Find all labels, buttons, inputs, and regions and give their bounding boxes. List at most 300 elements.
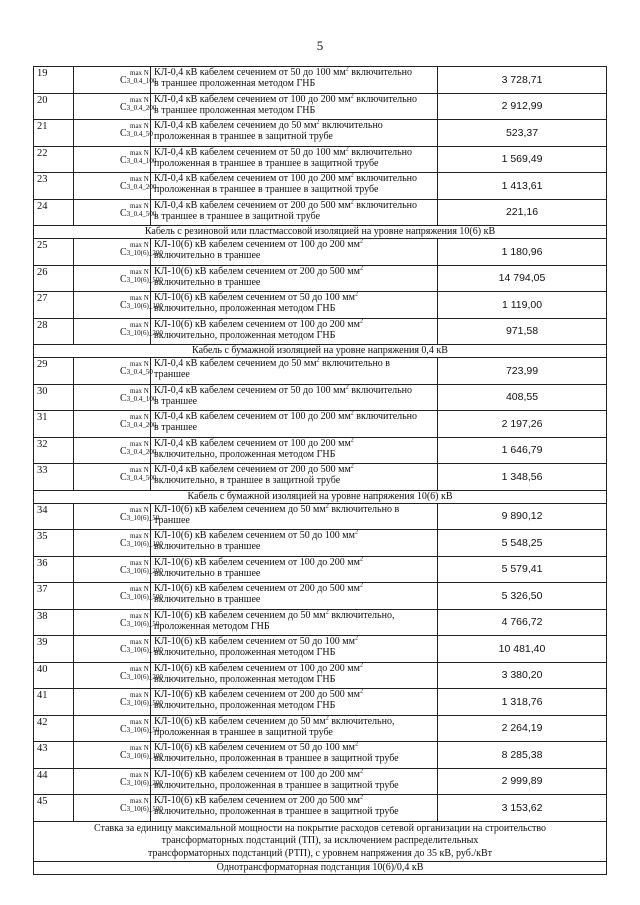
- description-text: КЛ-10(6) кВ кабелем сечением до 50 мм: [154, 715, 326, 727]
- description-text: КЛ-10(6) кВ кабелем сечением от 100 до 200 мм: [154, 318, 360, 330]
- rate-value: 9 890,12: [438, 503, 607, 530]
- table-row: [34, 715, 607, 742]
- tariff-code: [74, 609, 160, 636]
- tariff-code-subscript: 3_0.4_50: [126, 130, 153, 138]
- tariff-code-symbol: C: [120, 803, 127, 814]
- tariff-code: [74, 67, 157, 94]
- description-text-line2: включительно в траншее: [154, 567, 261, 579]
- table-body: [34, 67, 607, 822]
- description-text: КЛ-0,4 кВ кабелем сечением до 50 мм: [154, 120, 317, 131]
- section-header-row: [34, 226, 607, 239]
- description-text-tail: включительно: [319, 120, 383, 131]
- tariff-code-superscript: max N: [130, 585, 149, 593]
- tariff-code-symbol: C: [120, 750, 127, 761]
- rate-value: 1 318,76: [438, 689, 607, 716]
- rate-value: 2 264,19: [438, 715, 607, 742]
- line-description: [151, 411, 438, 438]
- section-header: Кабель с бумажной изоляцией на уровне напряжения 10(6) кВ: [34, 490, 607, 503]
- rate-value: 2 197,26: [438, 411, 607, 438]
- tariff-code-symbol: C: [120, 697, 127, 708]
- tariff-code-symbol: C: [120, 644, 127, 655]
- tariff-code-superscript: max N: [130, 664, 149, 673]
- tariff-code-subscript: 3_10(6)_50: [126, 619, 160, 628]
- tariff-code-subscript: 3_0.4_500: [126, 474, 157, 482]
- row-number: 37: [34, 583, 74, 610]
- row-number: 34: [34, 503, 74, 530]
- line-description: [151, 662, 438, 689]
- line-description: [151, 464, 438, 491]
- description-text-tail: включительно: [353, 173, 418, 184]
- line-description: [151, 689, 438, 716]
- row-number: 44: [34, 768, 74, 795]
- description-superscript: 2: [350, 410, 354, 417]
- tariff-code: [74, 358, 151, 385]
- tariff-code-symbol: C: [120, 326, 127, 338]
- description-superscript: 2: [359, 794, 363, 801]
- description-text-line2: включительно, проложенная методом ГНБ: [154, 700, 336, 711]
- description-text-line2: включительно в траншее: [154, 541, 261, 552]
- tariff-code-subscript: 3_10(6)_200: [126, 672, 163, 681]
- row-number: 29: [34, 358, 74, 385]
- rate-value: 1 569,49: [438, 146, 607, 173]
- description-superscript: 2: [350, 437, 354, 444]
- line-description: [151, 265, 438, 292]
- tariff-code-subscript: 3_0.4_200: [126, 183, 157, 191]
- tariff-code: [74, 318, 163, 345]
- description-text-line2: включительно в траншее: [154, 594, 261, 605]
- tariff-code: [74, 265, 163, 292]
- tariff-code: [74, 292, 163, 319]
- rate-value: 1 180,96: [438, 239, 607, 266]
- rate-value: 2 999,89: [438, 768, 607, 795]
- line-description: [151, 742, 438, 769]
- description-text-line2: проложенная методом ГНБ: [154, 620, 270, 632]
- description-text-line2: включительно, проложенная методом ГНБ: [154, 647, 336, 658]
- line-description: [151, 292, 438, 319]
- rate-value: 3 380,20: [438, 662, 607, 689]
- description-superscript: 2: [354, 291, 358, 298]
- row-number: 35: [34, 530, 74, 557]
- tariff-code-symbol: C: [120, 128, 127, 139]
- description-superscript: 2: [325, 715, 329, 722]
- table-row: [34, 384, 607, 411]
- rate-value: 3 728,71: [438, 67, 607, 94]
- tariff-code-subscript: 3_10(6)_500: [126, 275, 163, 284]
- description-text: КЛ-10(6) кВ кабелем сечением от 100 до 200 мм: [154, 662, 360, 674]
- line-description: [151, 239, 438, 266]
- description-text: КЛ-10(6) кВ кабелем сечением от 200 до 500 мм: [154, 689, 360, 700]
- row-number: 42: [34, 715, 74, 742]
- row-number: 23: [34, 173, 74, 200]
- rate-value: 5 326,50: [438, 583, 607, 610]
- description-text-line2: проложенная в траншее в траншее в защитной трубе: [154, 157, 379, 169]
- description-text: КЛ-0,4 кВ кабелем сечением от 50 до 100 мм: [154, 146, 346, 158]
- line-description: [151, 318, 438, 345]
- tariff-code-subscript: 3_0.4_50: [126, 368, 153, 376]
- tariff-code-subscript: 3_0.4_200: [126, 447, 157, 456]
- rate-value: 10 481,40: [438, 636, 607, 663]
- description-text-line2: включительно, проложенная методом ГНБ: [154, 448, 336, 460]
- row-number: 19: [34, 67, 74, 94]
- description-text-line2: включительно в траншее: [154, 276, 261, 288]
- table-row: [34, 173, 607, 200]
- description-text-tail: включительно: [353, 93, 418, 105]
- row-number: 41: [34, 689, 74, 716]
- description-text: КЛ-10(6) кВ кабелем сечением до 50 мм: [154, 609, 326, 621]
- section-header-row: [34, 490, 607, 503]
- table-row: [34, 583, 607, 610]
- tariff-code: [74, 384, 157, 411]
- tariff-code-symbol: C: [120, 273, 127, 285]
- tariff-code-superscript: max N: [130, 466, 149, 474]
- description-superscript: 2: [350, 93, 354, 100]
- row-number: 27: [34, 292, 74, 319]
- table-row: [34, 265, 607, 292]
- tariff-code-subscript: 3_10(6)_500: [126, 593, 163, 601]
- tariff-code-symbol: C: [120, 670, 127, 682]
- rate-value: 523,37: [438, 120, 607, 147]
- description-text: КЛ-10(6) кВ кабелем сечением от 200 до 500 мм: [154, 795, 360, 806]
- row-number: 36: [34, 556, 74, 583]
- tariff-code-symbol: C: [120, 472, 127, 483]
- table-row: [34, 146, 607, 173]
- description-text: КЛ-10(6) кВ кабелем сечением от 100 до 200 мм: [154, 239, 360, 250]
- tariff-code-subscript: 3_10(6)_200: [126, 566, 163, 575]
- description-superscript: 2: [350, 463, 354, 470]
- tariff-code-superscript: max N: [130, 95, 149, 104]
- description-text: КЛ-10(6) кВ кабелем сечением от 100 до 200 мм: [154, 768, 360, 780]
- table-row: [34, 742, 607, 769]
- tariff-code-superscript: max N: [130, 360, 149, 368]
- row-number: 26: [34, 265, 74, 292]
- description-text-tail: включительно: [348, 67, 413, 78]
- table-row: [34, 358, 607, 385]
- description-text: КЛ-10(6) кВ кабелем сечением от 200 до 500 мм: [154, 583, 360, 594]
- description-text-tail: включительно: [353, 199, 418, 211]
- description-text: КЛ-0,4 кВ кабелем сечением от 100 до 200 мм: [154, 411, 351, 422]
- description-superscript: 2: [325, 503, 329, 510]
- tariff-code-superscript: max N: [130, 122, 149, 130]
- description-superscript: 2: [359, 688, 363, 695]
- row-number: 25: [34, 239, 74, 266]
- line-description: [151, 583, 438, 610]
- tariff-code-superscript: max N: [130, 558, 149, 567]
- description-text-line2: проложенная в траншее в защитной трубе: [154, 726, 333, 738]
- tariff-code-superscript: max N: [130, 717, 149, 726]
- footer-rate-cell: [34, 821, 607, 862]
- line-description: [151, 120, 438, 147]
- tariff-code-symbol: C: [120, 101, 127, 113]
- description-text-line2: включительно, в траншее в защитной трубе: [154, 475, 341, 486]
- footer-section-title: Однотрансформаторная подстанция 10(6)/0,4 кВ: [34, 862, 607, 875]
- tariff-code-symbol: C: [120, 366, 127, 377]
- description-superscript: 2: [359, 265, 363, 272]
- tariff-code-subscript: 3_10(6)_200: [126, 249, 163, 257]
- description-text-line2: траншее: [154, 369, 190, 380]
- rate-value: 14 794,05: [438, 265, 607, 292]
- description-text: КЛ-10(6) кВ кабелем сечением от 50 до 100 мм: [154, 292, 355, 303]
- line-description: [151, 768, 438, 795]
- description-superscript: 2: [345, 66, 349, 73]
- table-row: [34, 609, 607, 636]
- tariff-code-superscript: max N: [130, 532, 149, 540]
- row-number: 31: [34, 411, 74, 438]
- table-row: [34, 199, 607, 226]
- description-text: КЛ-0,4 кВ кабелем сечением от 200 до 500 мм: [154, 199, 351, 211]
- tariff-code: [74, 530, 163, 557]
- description-text-line2: включительно в траншее: [154, 250, 261, 261]
- tariff-code: [74, 583, 163, 610]
- row-number: 39: [34, 636, 74, 663]
- tariff-code-subscript: 3_10(6)_50: [126, 513, 160, 522]
- description-text-line2: в траншее проложенная методом ГНБ: [154, 78, 316, 89]
- footer-section-row: [34, 862, 607, 875]
- line-description: [151, 795, 438, 822]
- rate-value: 4 766,72: [438, 609, 607, 636]
- line-description: [151, 715, 438, 742]
- tariff-code-subscript: 3_0.4_500: [126, 209, 157, 218]
- description-text-line2: в траншее в траншее в защитной трубе: [154, 210, 321, 222]
- footer-rate-line-1: Ставка за единицу максимальной мощности на покрытие расходов сетевой организации на строительство: [93, 822, 547, 834]
- tariff-code-symbol: C: [120, 207, 127, 219]
- tariff-code-superscript: max N: [130, 148, 149, 157]
- tariff-code-subscript: 3_0.4_200: [126, 421, 157, 429]
- section-header: Кабель с бумажной изоляцией на уровне напряжения 0,4 кВ: [34, 345, 607, 358]
- description-text: КЛ-0,4 кВ кабелем сечением до 50 мм: [154, 358, 317, 369]
- rate-value: 5 579,41: [438, 556, 607, 583]
- description-text: КЛ-0,4 кВ кабелем сечением от 200 до 500 мм: [154, 464, 351, 475]
- line-description: [151, 67, 438, 94]
- tariff-code-superscript: max N: [130, 241, 149, 249]
- tariff-code-subscript: 3_10(6)_100: [126, 646, 163, 654]
- description-text: КЛ-0,4 кВ кабелем сечением от 50 до 100 мм: [154, 384, 346, 396]
- line-description: [151, 636, 438, 663]
- description-text-tail: включительно,: [328, 609, 395, 621]
- table-row: [34, 292, 607, 319]
- tariff-code-symbol: C: [120, 75, 127, 86]
- tariff-code-superscript: max N: [130, 320, 149, 329]
- description-superscript: 2: [316, 357, 320, 364]
- tariff-code: [74, 742, 163, 769]
- line-description: [151, 556, 438, 583]
- rate-value: 408,55: [438, 384, 607, 411]
- description-text-tail: включительно в: [328, 503, 400, 515]
- description-text-tail: включительно: [348, 146, 413, 158]
- table-row: [34, 768, 607, 795]
- tariff-code-superscript: max N: [130, 770, 149, 779]
- description-text: КЛ-10(6) кВ кабелем сечением от 50 до 100 мм: [154, 530, 355, 541]
- table-row: [34, 67, 607, 94]
- tariff-code: [74, 239, 163, 266]
- rate-value: 723,99: [438, 358, 607, 385]
- rate-value: 8 285,38: [438, 742, 607, 769]
- footer-rate-row: [34, 821, 607, 862]
- description-text: КЛ-0,4 кВ кабелем сечением от 100 до 200 мм: [154, 173, 351, 184]
- tariff-code-symbol: C: [120, 723, 127, 735]
- tariff-code-superscript: max N: [130, 201, 149, 210]
- row-number: 21: [34, 120, 74, 147]
- description-superscript: 2: [359, 768, 363, 775]
- tariff-code-superscript: max N: [130, 638, 149, 646]
- page-number: 5: [316, 38, 324, 53]
- footer-rate-line-3: трансформаторных подстанций (РТП), с уровнем напряжения до 35 кВ, руб./кВт: [147, 847, 493, 859]
- rate-value: 971,58: [438, 318, 607, 345]
- tariff-code-superscript: max N: [130, 744, 149, 752]
- table-row: [34, 239, 607, 266]
- table-row: [34, 503, 607, 530]
- description-superscript: 2: [359, 582, 363, 589]
- table-row: [34, 437, 607, 464]
- description-superscript: 2: [359, 318, 363, 325]
- row-number: 40: [34, 662, 74, 689]
- line-description: [151, 384, 438, 411]
- line-description: [151, 437, 438, 464]
- tariff-code-superscript: max N: [130, 439, 149, 448]
- tariff-code-symbol: C: [120, 154, 127, 166]
- tariff-code-subscript: 3_10(6)_100: [126, 540, 163, 548]
- description-text-line2: включительно, проложенная в траншее в защитной трубе: [154, 779, 399, 791]
- row-number: 20: [34, 93, 74, 120]
- description-text: КЛ-0,4 кВ кабелем сечением от 100 до 200 мм: [154, 437, 351, 449]
- table-row: [34, 689, 607, 716]
- tariff-code-symbol: C: [120, 181, 127, 192]
- tariff-code-symbol: C: [120, 591, 127, 602]
- table-row: [34, 556, 607, 583]
- rate-value: 221,16: [438, 199, 607, 226]
- description-text-tail: включительно в: [319, 358, 391, 369]
- row-number: 43: [34, 742, 74, 769]
- table-row: [34, 411, 607, 438]
- tariff-code: [74, 503, 160, 530]
- description-superscript: 2: [345, 384, 349, 391]
- line-description: [151, 146, 438, 173]
- tariff-code-subscript: 3_10(6)_100: [126, 302, 163, 310]
- description-text-line2: включительно, проложенная методом ГНБ: [154, 673, 336, 685]
- line-description: [151, 358, 438, 385]
- description-text: КЛ-0,4 кВ кабелем сечением от 100 до 200 мм: [154, 93, 351, 105]
- table-row: [34, 530, 607, 557]
- table-row: [34, 120, 607, 147]
- tariff-code-symbol: C: [120, 776, 127, 788]
- tariff-code: [74, 120, 151, 147]
- row-number: 22: [34, 146, 74, 173]
- description-text-line2: в траншее: [154, 395, 198, 407]
- description-text: КЛ-10(6) кВ кабелем сечением от 200 до 500 мм: [154, 265, 360, 277]
- tariff-code-superscript: max N: [130, 267, 149, 276]
- description-text-tail: включительно: [348, 384, 413, 396]
- description-superscript: 2: [316, 119, 320, 126]
- description-superscript: 2: [359, 556, 363, 563]
- tariff-code-superscript: max N: [130, 505, 149, 514]
- row-number: 30: [34, 384, 74, 411]
- rate-value: 1 348,56: [438, 464, 607, 491]
- description-text-line2: проложенная в траншее в траншее в защитной трубе: [154, 184, 379, 195]
- tariff-code: [74, 411, 157, 438]
- description-text-line2: включительно, проложенная в траншее в защитной трубе: [154, 753, 399, 764]
- tariff-code-superscript: max N: [130, 294, 149, 302]
- tariff-code-subscript: 3_0.4_100: [126, 156, 157, 165]
- table-row: [34, 662, 607, 689]
- table-row: [34, 93, 607, 120]
- line-description: [151, 530, 438, 557]
- description-text-tail: включительно,: [328, 715, 395, 727]
- tariff-code: [74, 556, 163, 583]
- tariff-code-superscript: max N: [130, 691, 149, 699]
- tariff-code: [74, 768, 163, 795]
- tariff-code-superscript: max N: [130, 69, 149, 77]
- tariff-code-symbol: C: [120, 538, 127, 549]
- tariff-code-symbol: C: [120, 392, 127, 404]
- tariff-code-subscript: 3_10(6)_200: [126, 328, 163, 337]
- rate-value: 1 119,00: [438, 292, 607, 319]
- tariff-code: [74, 173, 157, 200]
- tariff-code-subscript: 3_10(6)_500: [126, 699, 163, 707]
- tariff-code-subscript: 3_10(6)_100: [126, 752, 163, 760]
- tariff-code-subscript: 3_10(6)_500: [126, 805, 163, 813]
- row-number: 32: [34, 437, 74, 464]
- table-row: [34, 318, 607, 345]
- description-text-line2: включительно, проложенная в траншее в защитной трубе: [154, 806, 399, 817]
- tariff-code-subscript: 3_10(6)_50: [126, 725, 160, 734]
- description-text: КЛ-0,4 кВ кабелем сечением от 50 до 100 мм: [154, 67, 346, 78]
- rate-value: 1 413,61: [438, 173, 607, 200]
- description-text: КЛ-10(6) кВ кабелем сечением от 50 до 100 мм: [154, 636, 355, 647]
- tariff-code-superscript: max N: [130, 797, 149, 805]
- description-text-tail: включительно: [353, 411, 418, 422]
- description-superscript: 2: [350, 172, 354, 179]
- tariff-code: [74, 464, 157, 491]
- line-description: [151, 199, 438, 226]
- tariff-code-symbol: C: [120, 511, 127, 523]
- description-text: КЛ-10(6) кВ кабелем сечением до 50 мм: [154, 503, 326, 515]
- tariff-table: [33, 66, 607, 875]
- description-superscript: 2: [359, 662, 363, 669]
- row-number: 28: [34, 318, 74, 345]
- description-text-line2: проложенная в траншее в защитной трубе: [154, 131, 333, 142]
- description-text: КЛ-10(6) кВ кабелем сечением от 100 до 200 мм: [154, 556, 360, 568]
- tariff-code: [74, 146, 157, 173]
- section-header-row: [34, 345, 607, 358]
- row-number: 33: [34, 464, 74, 491]
- rate-value: 1 646,79: [438, 437, 607, 464]
- rate-value: 5 548,25: [438, 530, 607, 557]
- tariff-code-subscript: 3_0.4_100: [126, 77, 157, 85]
- description-text-line2: траншее: [154, 514, 190, 526]
- tariff-code: [74, 93, 157, 120]
- tariff-code: [74, 689, 163, 716]
- tariff-code-subscript: 3_0.4_200: [126, 103, 157, 112]
- tariff-code-superscript: max N: [130, 175, 149, 183]
- tariff-code-subscript: 3_10(6)_200: [126, 778, 163, 787]
- description-superscript: 2: [350, 199, 354, 206]
- description-superscript: 2: [354, 741, 358, 748]
- description-text-line2: в траншее проложенная методом ГНБ: [154, 104, 316, 116]
- description-superscript: 2: [325, 609, 329, 616]
- tariff-code: [74, 199, 157, 226]
- line-description: [151, 173, 438, 200]
- description-superscript: 2: [354, 635, 358, 642]
- tariff-code: [74, 636, 163, 663]
- tariff-code-symbol: C: [120, 445, 127, 457]
- tariff-code: [74, 437, 157, 464]
- description-text-line2: включительно, проложенная методом ГНБ: [154, 329, 336, 341]
- description-text-line2: включительно, проложенная методом ГНБ: [154, 303, 336, 314]
- description-superscript: 2: [359, 238, 363, 245]
- tariff-code-superscript: max N: [130, 413, 149, 421]
- tariff-code-subscript: 3_0.4_100: [126, 394, 157, 403]
- tariff-code: [74, 662, 163, 689]
- line-description: [151, 93, 438, 120]
